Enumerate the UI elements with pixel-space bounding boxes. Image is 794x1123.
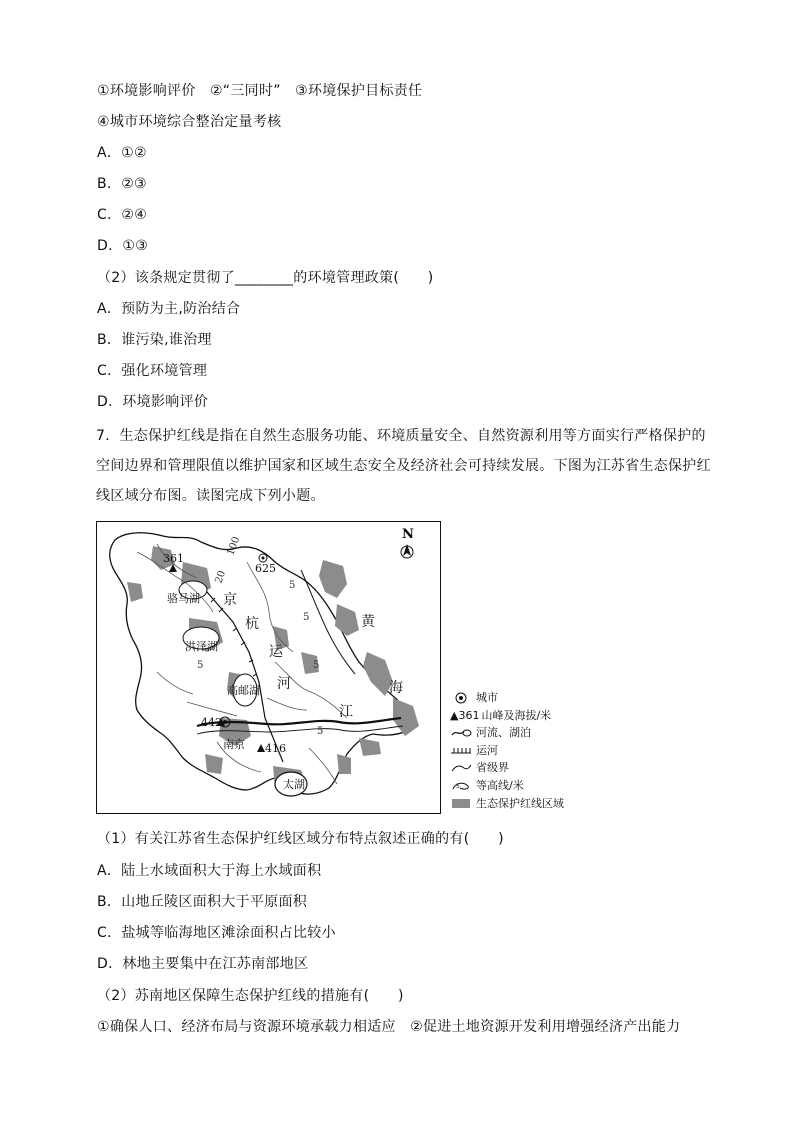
city-icon bbox=[450, 691, 472, 705]
label-city-625: 625 bbox=[255, 562, 276, 575]
zone-delta bbox=[359, 738, 381, 756]
jiangsu-red-line-map bbox=[96, 521, 441, 814]
q6-sub2-choice-a: A．预防为主,防治结合 bbox=[97, 301, 241, 317]
q6-choice-c: C．②④ bbox=[97, 207, 148, 223]
label-contour-5a: 5 bbox=[289, 580, 296, 591]
q7-sub1-stem: （1）有关江苏省生态保护红线区域分布特点叙述正确的有( ) bbox=[97, 831, 504, 847]
q6-choice-d: D．①③ bbox=[97, 238, 149, 254]
legend-redline: 生态保护红线区域 bbox=[450, 795, 564, 813]
label-hongze-lake: 洪泽湖 bbox=[185, 640, 218, 653]
boundary-icon bbox=[450, 761, 472, 775]
label-sea-hai: 海 bbox=[389, 680, 403, 696]
label-canal-jing: 京 bbox=[223, 592, 237, 608]
north-label: N bbox=[402, 527, 414, 542]
zone-sea-2 bbox=[335, 604, 359, 636]
label-gaoyou-lake: 高邮湖 bbox=[227, 684, 260, 697]
map-legend bbox=[450, 689, 564, 812]
q6-sub2-choice-b: B．谁污染,谁治理 bbox=[97, 332, 212, 348]
label-nanjing: 南京 bbox=[223, 738, 245, 751]
q7-sub1-choice-d: D．林地主要集中在江苏南部地区 bbox=[97, 956, 309, 972]
legend-contour: 5 等高线/米 bbox=[450, 777, 564, 795]
q6-sub2-choice-d: D．环境影响评价 bbox=[97, 394, 209, 410]
q6-options-line2: ④城市环境综合整治定量考核 bbox=[97, 114, 282, 130]
label-contour-5e: 5 bbox=[197, 660, 204, 671]
label-canal-he: 河 bbox=[277, 676, 291, 692]
river-lake-icon bbox=[450, 726, 472, 740]
q6-options-line1: ①环境影响评价 ②“三同时” ③环境保护目标责任 bbox=[97, 83, 423, 99]
q7-stem: 7．生态保护红线是指在自然生态服务功能、环境质量安全、自然资源利用等方面实行严格保护的空间边界和管理限值以维护国家和区域生态安全及经济社会可持续发展。下图为江苏省生态保护红线区域分布图。读图完成下列小题。 bbox=[96, 428, 711, 504]
label-contour-20: 20 bbox=[213, 569, 229, 586]
label-peak-361: 361 bbox=[163, 552, 184, 565]
map-svg bbox=[97, 522, 440, 813]
legend-canal: 运河 bbox=[450, 742, 564, 760]
contour-icon bbox=[450, 779, 472, 793]
q6-sub2-stem: （2）该条规定贯彻了________的环境管理政策( ) bbox=[97, 270, 434, 286]
label-contour-5b: 5 bbox=[303, 612, 310, 623]
q7-sub2-measures: ①确保人口、经济布局与资源环境承载力相适应 ②促进土地资源开发利用增强经济产出能力 bbox=[97, 1019, 681, 1035]
q6-choice-b: B．②③ bbox=[97, 176, 147, 192]
label-luoma-lake: 骆马湖 bbox=[167, 592, 200, 605]
q7-sub1-choice-c: C．盐城等临海地区滩涂面积占比较小 bbox=[97, 925, 336, 941]
zone-south-2 bbox=[337, 754, 351, 774]
label-river-jiang: 江 bbox=[339, 704, 353, 720]
label-canal-yun: 运 bbox=[269, 644, 283, 660]
zone-south-1 bbox=[205, 754, 223, 774]
label-contour-5c: 5 bbox=[313, 660, 320, 671]
legend-river: 河流、湖泊 bbox=[450, 724, 564, 742]
svg-text:5: 5 bbox=[456, 782, 460, 790]
peak-icon: ▲361 bbox=[450, 708, 480, 722]
canal-icon bbox=[450, 744, 472, 758]
zone-coast-2 bbox=[393, 698, 419, 736]
q7-sub1-choice-b: B．山地丘陵区面积大于平原面积 bbox=[97, 894, 308, 910]
q6-choice-a: A．①② bbox=[97, 145, 147, 161]
q7-sub1-choice-a: A．陆上水域面积大于海上水域面积 bbox=[97, 863, 322, 879]
legend-peak: ▲361 山峰及海拔/米 bbox=[450, 707, 564, 725]
zone-sea-1 bbox=[319, 560, 347, 598]
label-peak-416: 416 bbox=[265, 742, 286, 755]
label-sea-huang: 黄 bbox=[361, 614, 375, 630]
peak-416-icon bbox=[257, 744, 265, 752]
q6-sub2-choice-c: C．强化环境管理 bbox=[97, 363, 208, 379]
label-contour-5d: 5 bbox=[317, 726, 324, 737]
label-peak-442: 442 bbox=[201, 716, 222, 729]
zone-northwest bbox=[127, 582, 143, 602]
legend-city: 城市 bbox=[450, 689, 564, 707]
label-contour-100: 100 bbox=[225, 535, 243, 558]
legend-boundary: 省级界 bbox=[450, 759, 564, 777]
red-line-zones bbox=[127, 546, 419, 794]
north-arrow-icon bbox=[403, 544, 411, 556]
q7-sub2-stem: （2）苏南地区保障生态保护红线的措施有( ) bbox=[97, 988, 404, 1004]
red-zone-swatch-icon bbox=[450, 796, 472, 810]
label-taihu: 太湖 bbox=[283, 778, 305, 791]
label-canal-hang: 杭 bbox=[245, 616, 259, 632]
